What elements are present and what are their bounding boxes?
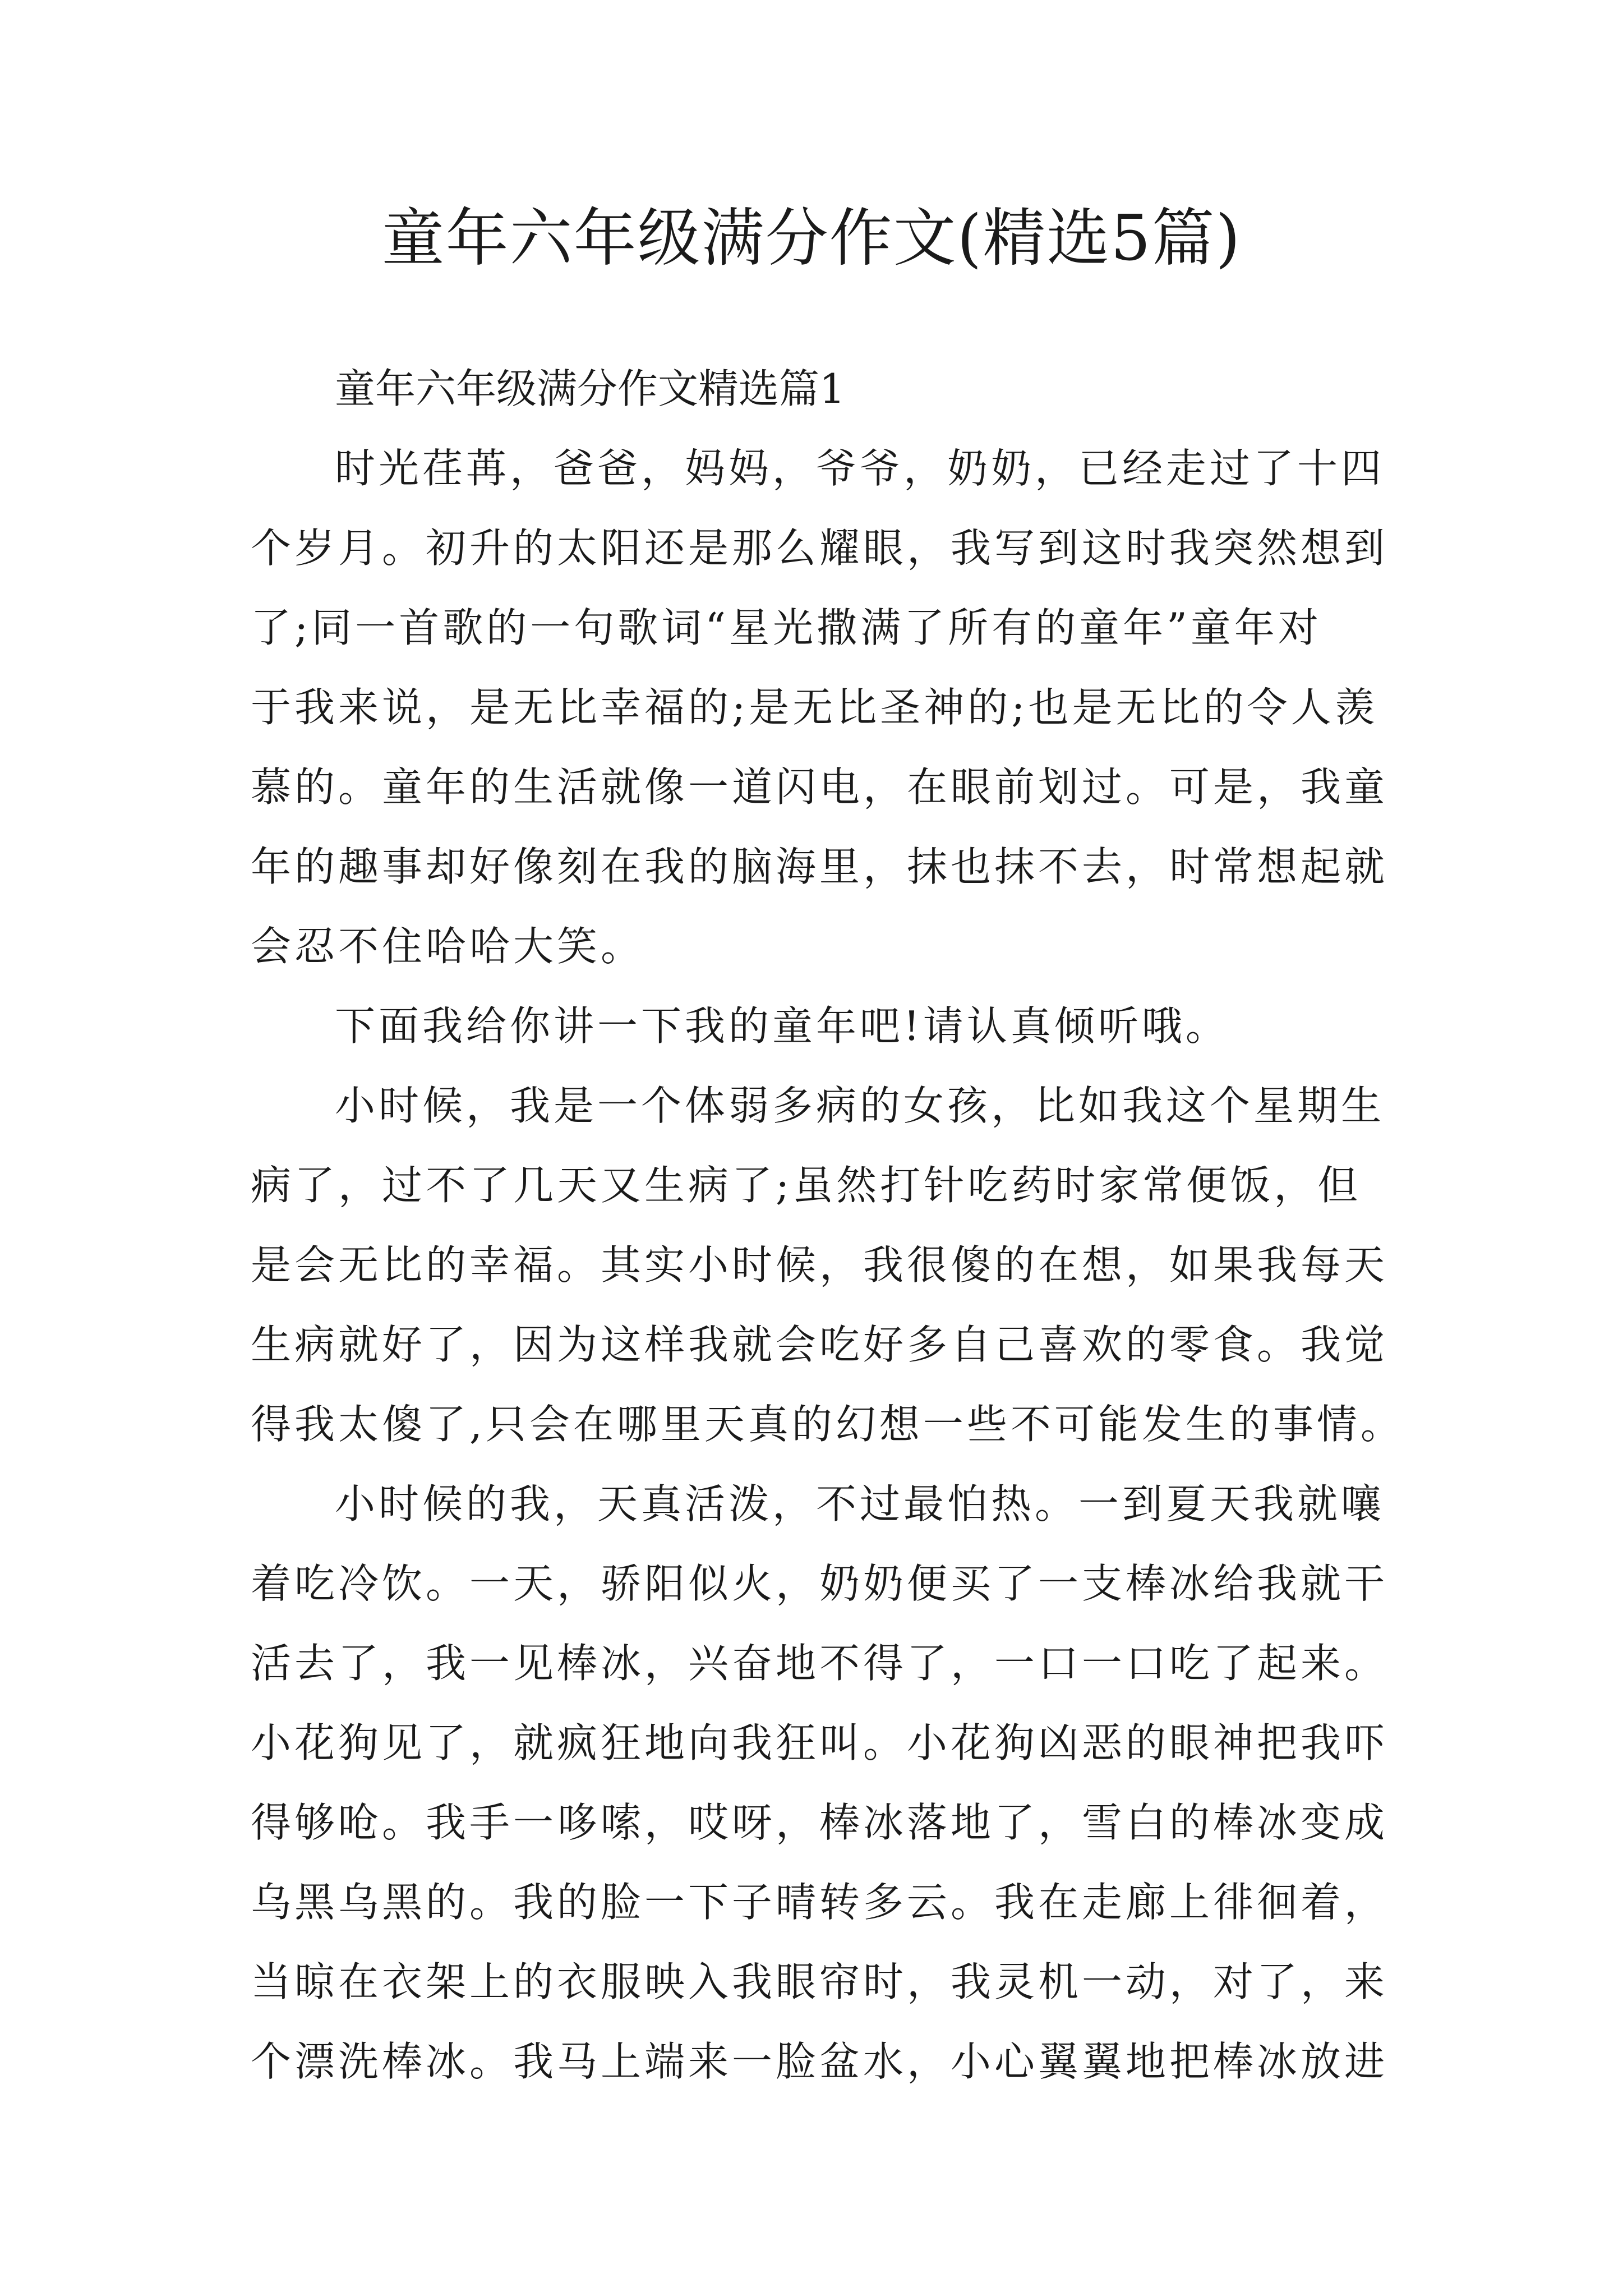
text-line: 个漂洗棒冰。我马上端来一脸盆水，小心翼翼地把棒冰放进 <box>251 2038 1389 2085</box>
text-line: 年的趣事却好像刻在我的脑海里，抹也抹不去，时常想起就 <box>251 843 1389 890</box>
text-line: 小花狗见了，就疯狂地向我狂叫。小花狗凶恶的眼神把我吓 <box>251 1719 1389 1766</box>
text-line: 着吃冷饮。一天，骄阳似火，奶奶便买了一支棒冰给我就干 <box>251 1560 1389 1607</box>
text-line: 了;同一首歌的一句歌词“星光撒满了所有的童年”童年对 <box>251 604 1322 651</box>
text-line: 会忍不住哈哈大笑。 <box>251 923 645 970</box>
text-line: 病了，过不了几天又生病了;虽然打针吃药时家常便饭，但 <box>251 1162 1362 1209</box>
text-line: 是会无比的幸福。其实小时候，我很傻的在想，如果我每天 <box>251 1241 1389 1289</box>
text-line: 得够呛。我手一哆嗦，哎呀，棒冰落地了，雪白的棒冰变成 <box>251 1799 1389 1846</box>
text-line: 个岁月。初升的太阳还是那么耀眼，我写到这时我突然想到 <box>251 524 1389 572</box>
text-line: 乌黑乌黑的。我的脸一下子晴转多云。我在走廊上徘徊着， <box>251 1879 1389 1926</box>
text-line: 时光荏苒，爸爸，妈妈，爷爷，奶奶，已经走过了十四 <box>335 445 1385 492</box>
text-line: 小时候，我是一个体弱多病的女孩，比如我这个星期生 <box>335 1082 1385 1129</box>
document-body <box>251 349 1404 2101</box>
section-heading: 童年六年级满分作文精选篇1 <box>335 365 845 412</box>
document-title: 童年六年级满分作文(精选5篇) <box>381 202 1242 275</box>
text-line: 慕的。童年的生活就像一道闪电，在眼前划过。可是，我童 <box>251 763 1389 811</box>
text-line: 当晾在衣架上的衣服映入我眼帘时，我灵机一动，对了，来 <box>251 1958 1389 2005</box>
text-line: 生病就好了，因为这样我就会吃好多自己喜欢的零食。我觉 <box>251 1321 1389 1368</box>
text-line: 小时候的我，天真活泼，不过最怕热。一到夏天我就嚷 <box>335 1480 1385 1527</box>
paragraph-lines <box>251 429 1404 2101</box>
text-line: 得我太傻了,只会在哪里天真的幻想一些不可能发生的事情。 <box>251 1401 1404 1448</box>
text-line: 下面我给你讲一下我的童年吧!请认真倾听哦。 <box>335 1002 1229 1050</box>
text-line: 活去了，我一见棒冰，兴奋地不得了，一口一口吃了起来。 <box>251 1640 1389 1687</box>
text-line: 于我来说，是无比幸福的;是无比圣神的;也是无比的令人羡 <box>251 684 1378 731</box>
